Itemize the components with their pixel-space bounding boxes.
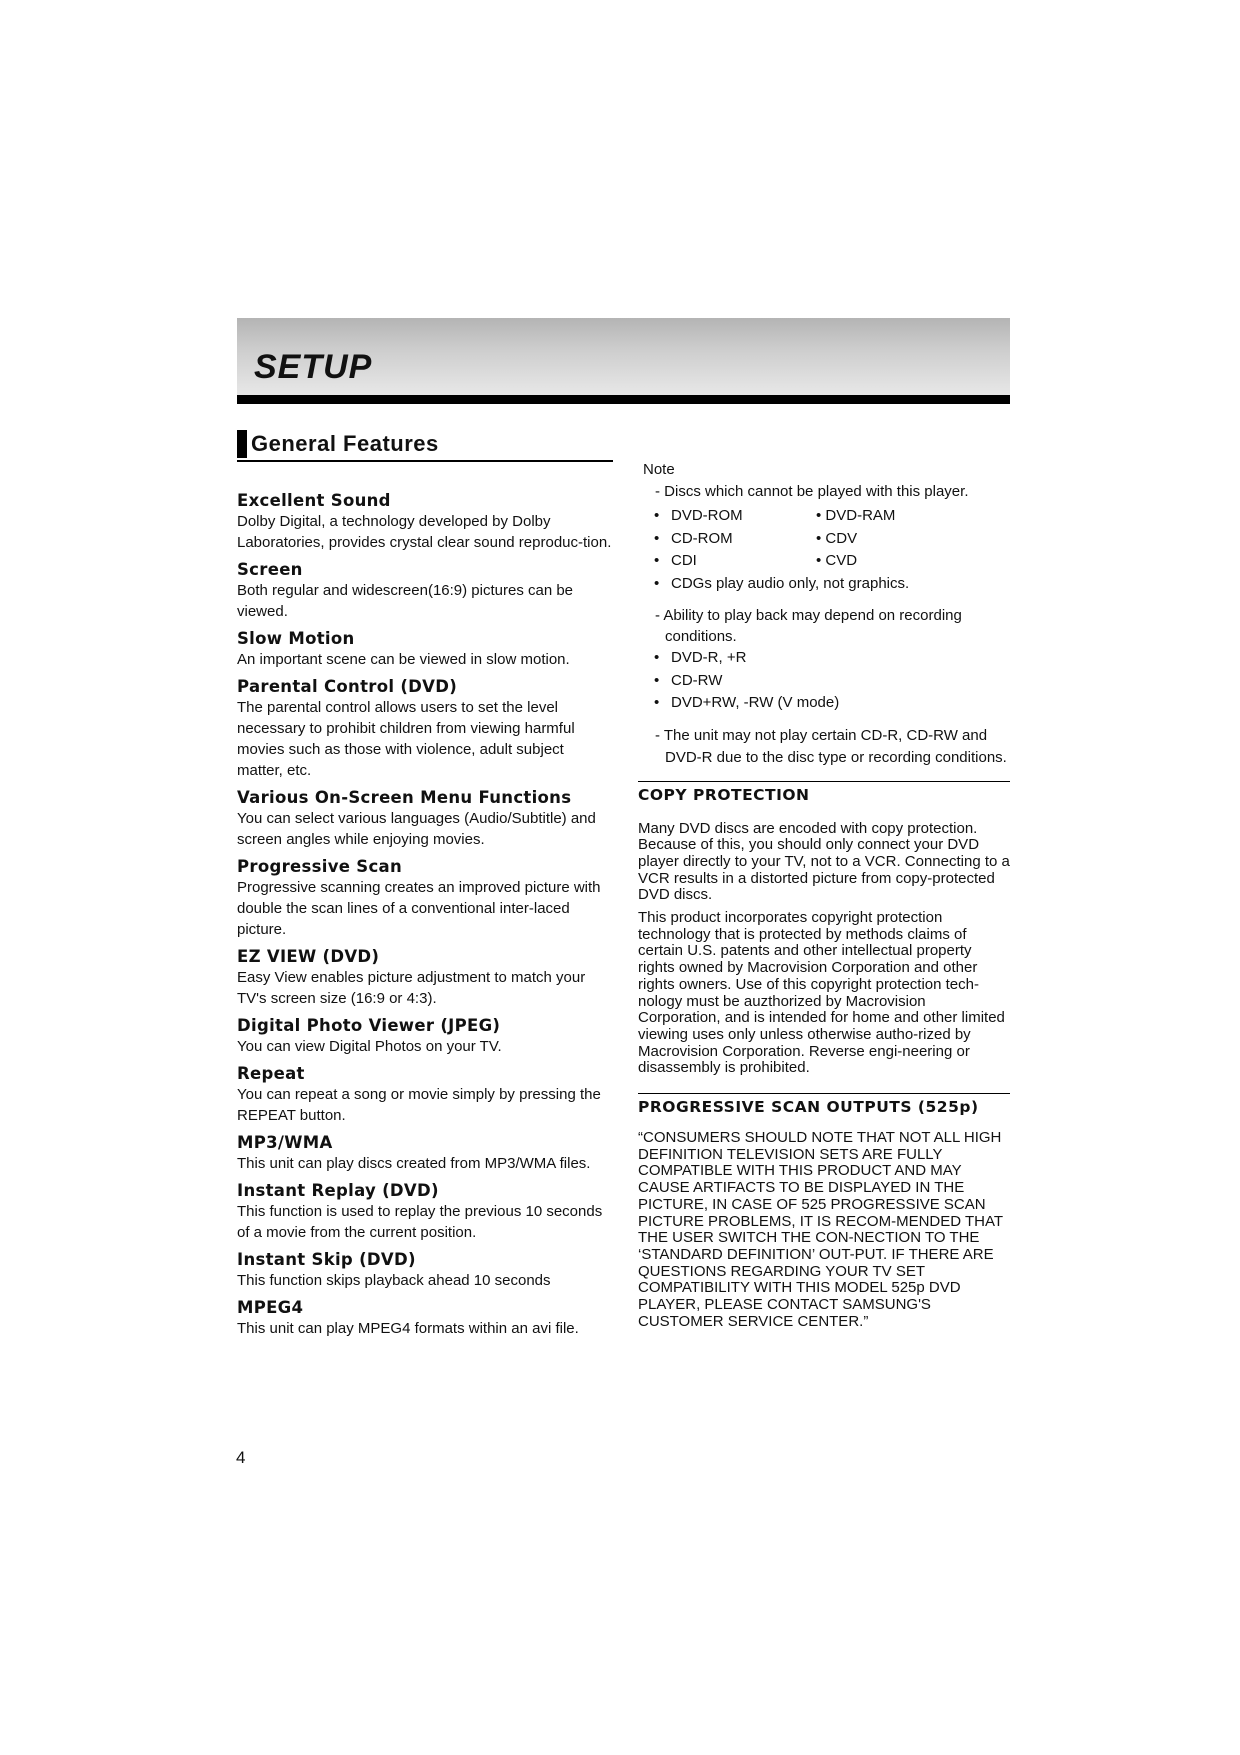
list-item: • DVD-R, +R — [654, 647, 1010, 670]
feature-ez-view — [237, 946, 613, 1009]
list-item: • DVD+RW, -RW (V mode) — [654, 692, 1010, 715]
feature-title: Various On-Screen Menu Functions — [237, 788, 572, 807]
feature-text: This unit can play MPEG4 formats within an avi file. — [237, 1320, 579, 1337]
feature-title: MPEG4 — [237, 1298, 304, 1317]
feature-text: Easy View enables picture adjustment to match your TV's screen size (16:9 or 4:3). — [237, 969, 586, 1007]
note-disc-type: - The unit may not play certain CD-R, CD-RW and DVD-R due to the disc type or recording conditions. — [655, 726, 1007, 766]
feature-mp3-wma — [237, 1132, 613, 1174]
page-title: SETUP — [254, 348, 373, 386]
feature-title: Repeat — [237, 1064, 305, 1083]
feature-slow-motion — [237, 628, 613, 670]
copy-protection-paragraph: Many DVD discs are encoded with copy protection. Because of this, you should only connect your DVD player directly to your TV, not to a VCR. Connecting to a VCR results in a distorted picture from copy-protected DVD discs. — [638, 819, 1010, 904]
list-item — [654, 550, 1010, 573]
feature-on-screen-menu — [237, 787, 613, 850]
feature-title: MP3/WMA — [237, 1133, 333, 1152]
copy-protection-title: COPY PROTECTION — [638, 785, 810, 804]
feature-title: Slow Motion — [237, 629, 355, 648]
disc-type: • CD-ROM — [671, 529, 733, 547]
feature-text: Both regular and widescreen(16:9) pictures can be viewed. — [237, 582, 574, 620]
feature-progressive-scan — [237, 856, 613, 940]
note-recording-conditions: - Ability to play back may depend on recording conditions. — [655, 607, 962, 645]
feature-title: Screen — [237, 560, 303, 579]
feature-repeat — [237, 1063, 613, 1126]
feature-title: Excellent Sound — [237, 491, 391, 510]
general-features-title: General Features — [251, 431, 439, 456]
copy-protection-heading — [638, 781, 1010, 806]
feature-title: Digital Photo Viewer (JPEG) — [237, 1016, 501, 1035]
feature-text: You can view Digital Photos on your TV. — [237, 1038, 502, 1055]
note-title: Note — [643, 461, 675, 478]
progressive-scan-paragraph: “CONSUMERS SHOULD NOTE THAT NOT ALL HIGH DEFINITION TELEVISION SETS ARE FULLY COMPATIBLE WITH THIS PRODUCT AND MAY CAUSE ARTIFACTS TO BE DISPLAYED IN THE PICTURE, IN CASE OF 525 PROGRESSIVE SCAN PICTURE PROBLEMS, IT IS RECOM-MENDED THAT THE USER SWITCH THE CON-NECTION TO THE ‘STANDARD DEFINITION’ OUT-PUT. IF THERE ARE QUESTIONS REGARDING YOUR TV SET COMPATIBILITY WITH THIS MODEL 525p DVD PLAYER, PLEASE CONTACT SAMSUNG'S CUSTOMER SERVICE CENTER.” — [638, 1129, 1003, 1330]
feature-text: This function skips playback ahead 10 seconds — [237, 1272, 551, 1289]
feature-text: An important scene can be viewed in slow motion. — [237, 651, 570, 668]
feature-text: This unit can play discs created from MP3/WMA files. — [237, 1155, 591, 1172]
disc-type: • CDI — [671, 552, 697, 569]
feature-mpeg4 — [237, 1297, 613, 1339]
cdg-note: • CDGs play audio only, not graphics. — [671, 574, 910, 592]
heading-marker — [237, 430, 247, 458]
feature-instant-replay — [237, 1180, 613, 1243]
feature-text: This function is used to replay the previous 10 seconds of a movie from the current position. — [237, 1203, 603, 1241]
feature-parental-control — [237, 676, 613, 781]
list-item: • CD-RW — [654, 670, 1010, 693]
disc-type: • CVD — [816, 552, 858, 569]
feature-photo-viewer — [237, 1015, 613, 1057]
feature-screen — [237, 559, 613, 622]
progressive-scan-heading — [638, 1093, 1010, 1118]
banner-divider — [237, 395, 1010, 404]
general-features-column — [237, 430, 613, 1345]
feature-excellent-sound — [237, 490, 613, 553]
list-item — [654, 505, 1010, 528]
feature-title: Instant Replay (DVD) — [237, 1181, 439, 1200]
feature-text: The parental control allows users to set the level necessary to prohibit children from viewing harmful movies such as those with violence, adult subject matter, etc. — [237, 699, 575, 779]
list-item — [654, 573, 1010, 596]
feature-title: Parental Control (DVD) — [237, 677, 458, 696]
disc-type: • DVD-RAM — [816, 507, 896, 524]
feature-title: Progressive Scan — [237, 857, 403, 876]
progressive-scan-title: PROGRESSIVE SCAN OUTPUTS (525p) — [638, 1098, 979, 1117]
page-number: 4 — [236, 1448, 246, 1467]
note-unplayable-discs: - Discs which cannot be played with this player. — [655, 483, 969, 500]
disc-type: • CDV — [816, 529, 858, 547]
notes-column — [638, 460, 1010, 1330]
disc-type: • DVD-ROM — [671, 507, 743, 524]
feature-title: EZ VIEW (DVD) — [237, 947, 380, 966]
feature-text: Progressive scanning creates an improved picture with double the scan lines of a conventional inter-laced picture. — [237, 879, 601, 938]
general-features-heading — [237, 430, 613, 462]
feature-title: Instant Skip (DVD) — [237, 1250, 416, 1269]
feature-text: You can repeat a song or movie simply by pressing the REPEAT button. — [237, 1086, 601, 1124]
playback-disc-list — [654, 647, 1010, 715]
feature-instant-skip — [237, 1249, 613, 1291]
list-item — [654, 528, 1010, 551]
setup-banner — [237, 318, 1010, 396]
copyright-paragraph: This product incorporates copyright protection technology that is protected by methods claims of certain U.S. patents and other intellectual property rights owned by Macrovision Corporation and other rights owners. Use of this copyright protection tech-nology must be auzthorized by Macrovision Corporation, and is intended for home and other limited viewing uses only unless otherwise autho-rized by Macrovision Corporation. Reverse engi-neering or disassembly is prohibited. — [638, 909, 1005, 1077]
feature-text: You can select various languages (Audio/Subtitle) and screen angles while enjoying movies. — [237, 810, 596, 848]
unplayable-disc-list — [654, 505, 1010, 595]
feature-text: Dolby Digital, a technology developed by Dolby Laboratories, provides crystal clear sound reproduc-tion. — [237, 513, 612, 551]
